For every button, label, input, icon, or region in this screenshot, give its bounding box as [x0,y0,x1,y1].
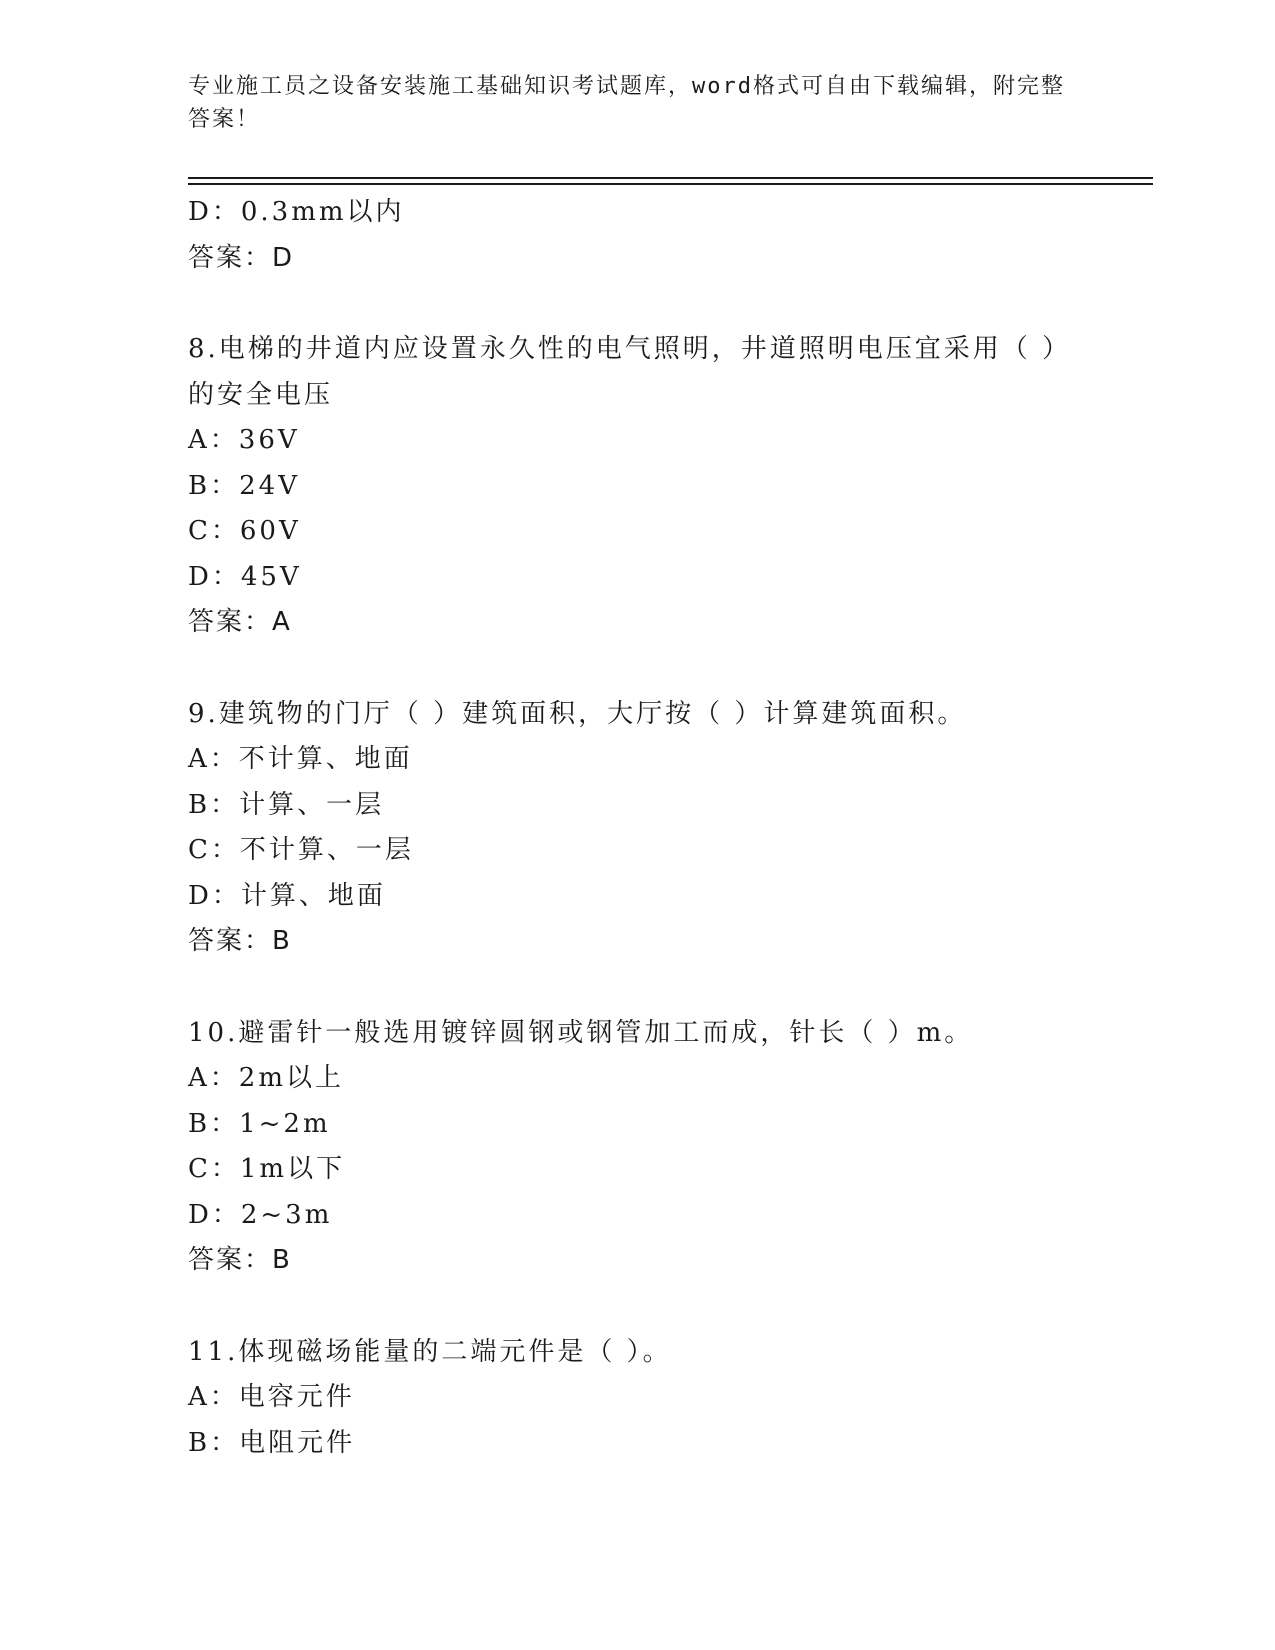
answer: 答案：B [188,926,292,956]
answer: 答案：D [188,242,295,273]
question-stem: 11.体现磁场能量的二端元件是（ ）。 [188,1336,672,1367]
option-a: A：不计算、地面 [188,744,413,774]
answer: 答案：A [188,607,292,637]
question-stem: 10.避雷针一般选用镀锌圆钢或钢管加工而成，针长（ ）m。 [188,1017,974,1048]
option-a: A：电容元件 [188,1382,355,1412]
option-d: D：2~3m [188,1199,333,1230]
option-c: C：1m以下 [188,1154,346,1184]
option-a: A：36V [188,425,300,455]
option-d: D：0.3mm以内 [188,197,405,227]
option-b: B：计算、一层 [188,789,385,820]
spacer [188,965,1088,1011]
option-b: B：24V [188,470,300,501]
option-d: D：45V [188,561,302,592]
option-b: B：电阻元件 [188,1427,356,1458]
spacer [188,1284,1088,1330]
header-divider-bottom [188,183,1153,185]
question-stem: 8.电梯的井道内应设置永久性的电气照明，井道照明电压宜采用（ ）的安全电压 [188,334,1059,410]
option-b: B：1~2m [188,1108,331,1139]
option-c: C：60V [188,516,301,546]
option-a: A：2m以上 [188,1063,344,1093]
option-d: D：计算、地面 [188,880,386,911]
header-divider-top [188,177,1153,179]
answer: 答案：B [188,1245,292,1275]
question-stem: 9.建筑物的门厅（ ）建筑面积，大厅按（ ）计算建筑面积。 [188,698,967,729]
spacer [188,646,1088,692]
question-list [188,190,1088,1466]
option-c: C：不计算、一层 [188,835,414,865]
spacer [188,281,1088,327]
document-header: 专业施工员之设备安装施工基础知识考试题库，word格式可自由下载编辑，附完整答案！ [188,74,1065,132]
